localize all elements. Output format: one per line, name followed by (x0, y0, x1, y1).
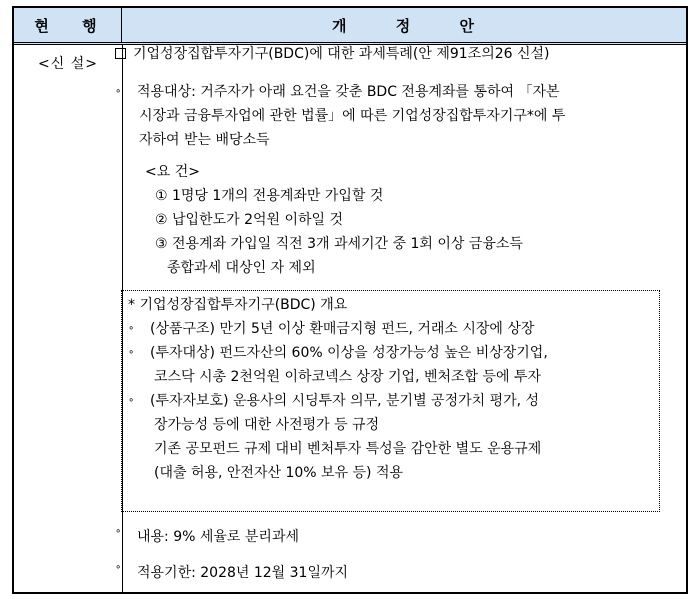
amendment-content (115, 40, 691, 280)
checkbox-square-icon (115, 48, 126, 59)
requirement-1: ① 1명당 1개의 전용계좌만 가입할 것 (155, 188, 384, 204)
note-title: * 기업성장집합투자기구(BDC) 개요 (128, 297, 348, 313)
note-text-3a: (투자자보호) 운용사의 시딩투자 의무, 분기별 공정가치 평가, 성 (150, 393, 540, 409)
requirement-3b: 종합과세 대상인 자 제외 (167, 260, 316, 276)
deadline-line (115, 562, 348, 582)
applicable-text-3: 자하여 받는 배당소득 (139, 132, 270, 148)
bullet-icon: ∘ (115, 86, 122, 97)
note-text-3c: 기존 공모펀드 규제 대비 벤처투자 특성을 감안한 별도 운용규제 (154, 441, 542, 457)
requirements-heading: <요 건> (145, 164, 200, 180)
bullet-icon: ∘ (128, 395, 135, 406)
deadline-text: 적용기한: 2028년 12월 31일까지 (137, 565, 349, 581)
current-cell-new: <신 설> (38, 56, 98, 72)
note-text-2b: 코스닥 시총 2천억원 이하코넥스 상장 기업, 벤처조합 등에 투자 (154, 369, 542, 385)
note-text-3b: 장가능성 등에 대한 사전평가 등 규정 (154, 417, 380, 433)
applicable-line-1 (115, 80, 691, 104)
note-text-1: (상품구조) 만기 5년 이상 환매금지형 펀드, 거래소 시장에 상장 (150, 321, 535, 337)
note-bullet-1 (128, 317, 653, 341)
content-line (115, 526, 299, 546)
bullet-icon: ∘ (128, 323, 135, 334)
requirement-3a: ③ 전용계좌 가입일 직전 3개 과세기간 중 1회 이상 금융소득 (155, 236, 523, 252)
note-text-2a: (투자대상) 펀드자산의 60% 이상을 성장가능성 높은 비상장기업, (150, 345, 548, 361)
content-text: 내용: 9% 세율로 분리과세 (137, 529, 299, 545)
bdc-note-box (121, 290, 660, 512)
requirement-2: ② 납입한도가 2억원 이하일 것 (155, 212, 344, 228)
header-current: 현 행 (14, 8, 122, 42)
bullet-icon: ∘ (128, 347, 135, 358)
title-line (115, 42, 691, 66)
note-bullet-3 (128, 389, 653, 413)
applicable-text-1: 적용대상: 거주자가 아래 요건을 갖춘 BDC 전용계좌를 통하여 「자본 (137, 84, 560, 100)
note-text-3d: (대출 허용, 안전자산 10% 보유 등) 적용 (154, 465, 404, 481)
bullet-icon: ∘ (115, 562, 122, 573)
note-bullet-2 (128, 341, 653, 365)
applicable-text-2: 시장과 금융투자업에 관한 법률」에 따른 기업성장집합투자기구*에 투 (139, 108, 566, 124)
header-amendment: 개 정 안 (332, 16, 496, 35)
bullet-icon: ∘ (115, 526, 122, 537)
section-title: 기업성장집합투자기구(BDC)에 대한 과세특례(안 제91조의26 신설) (133, 46, 550, 62)
